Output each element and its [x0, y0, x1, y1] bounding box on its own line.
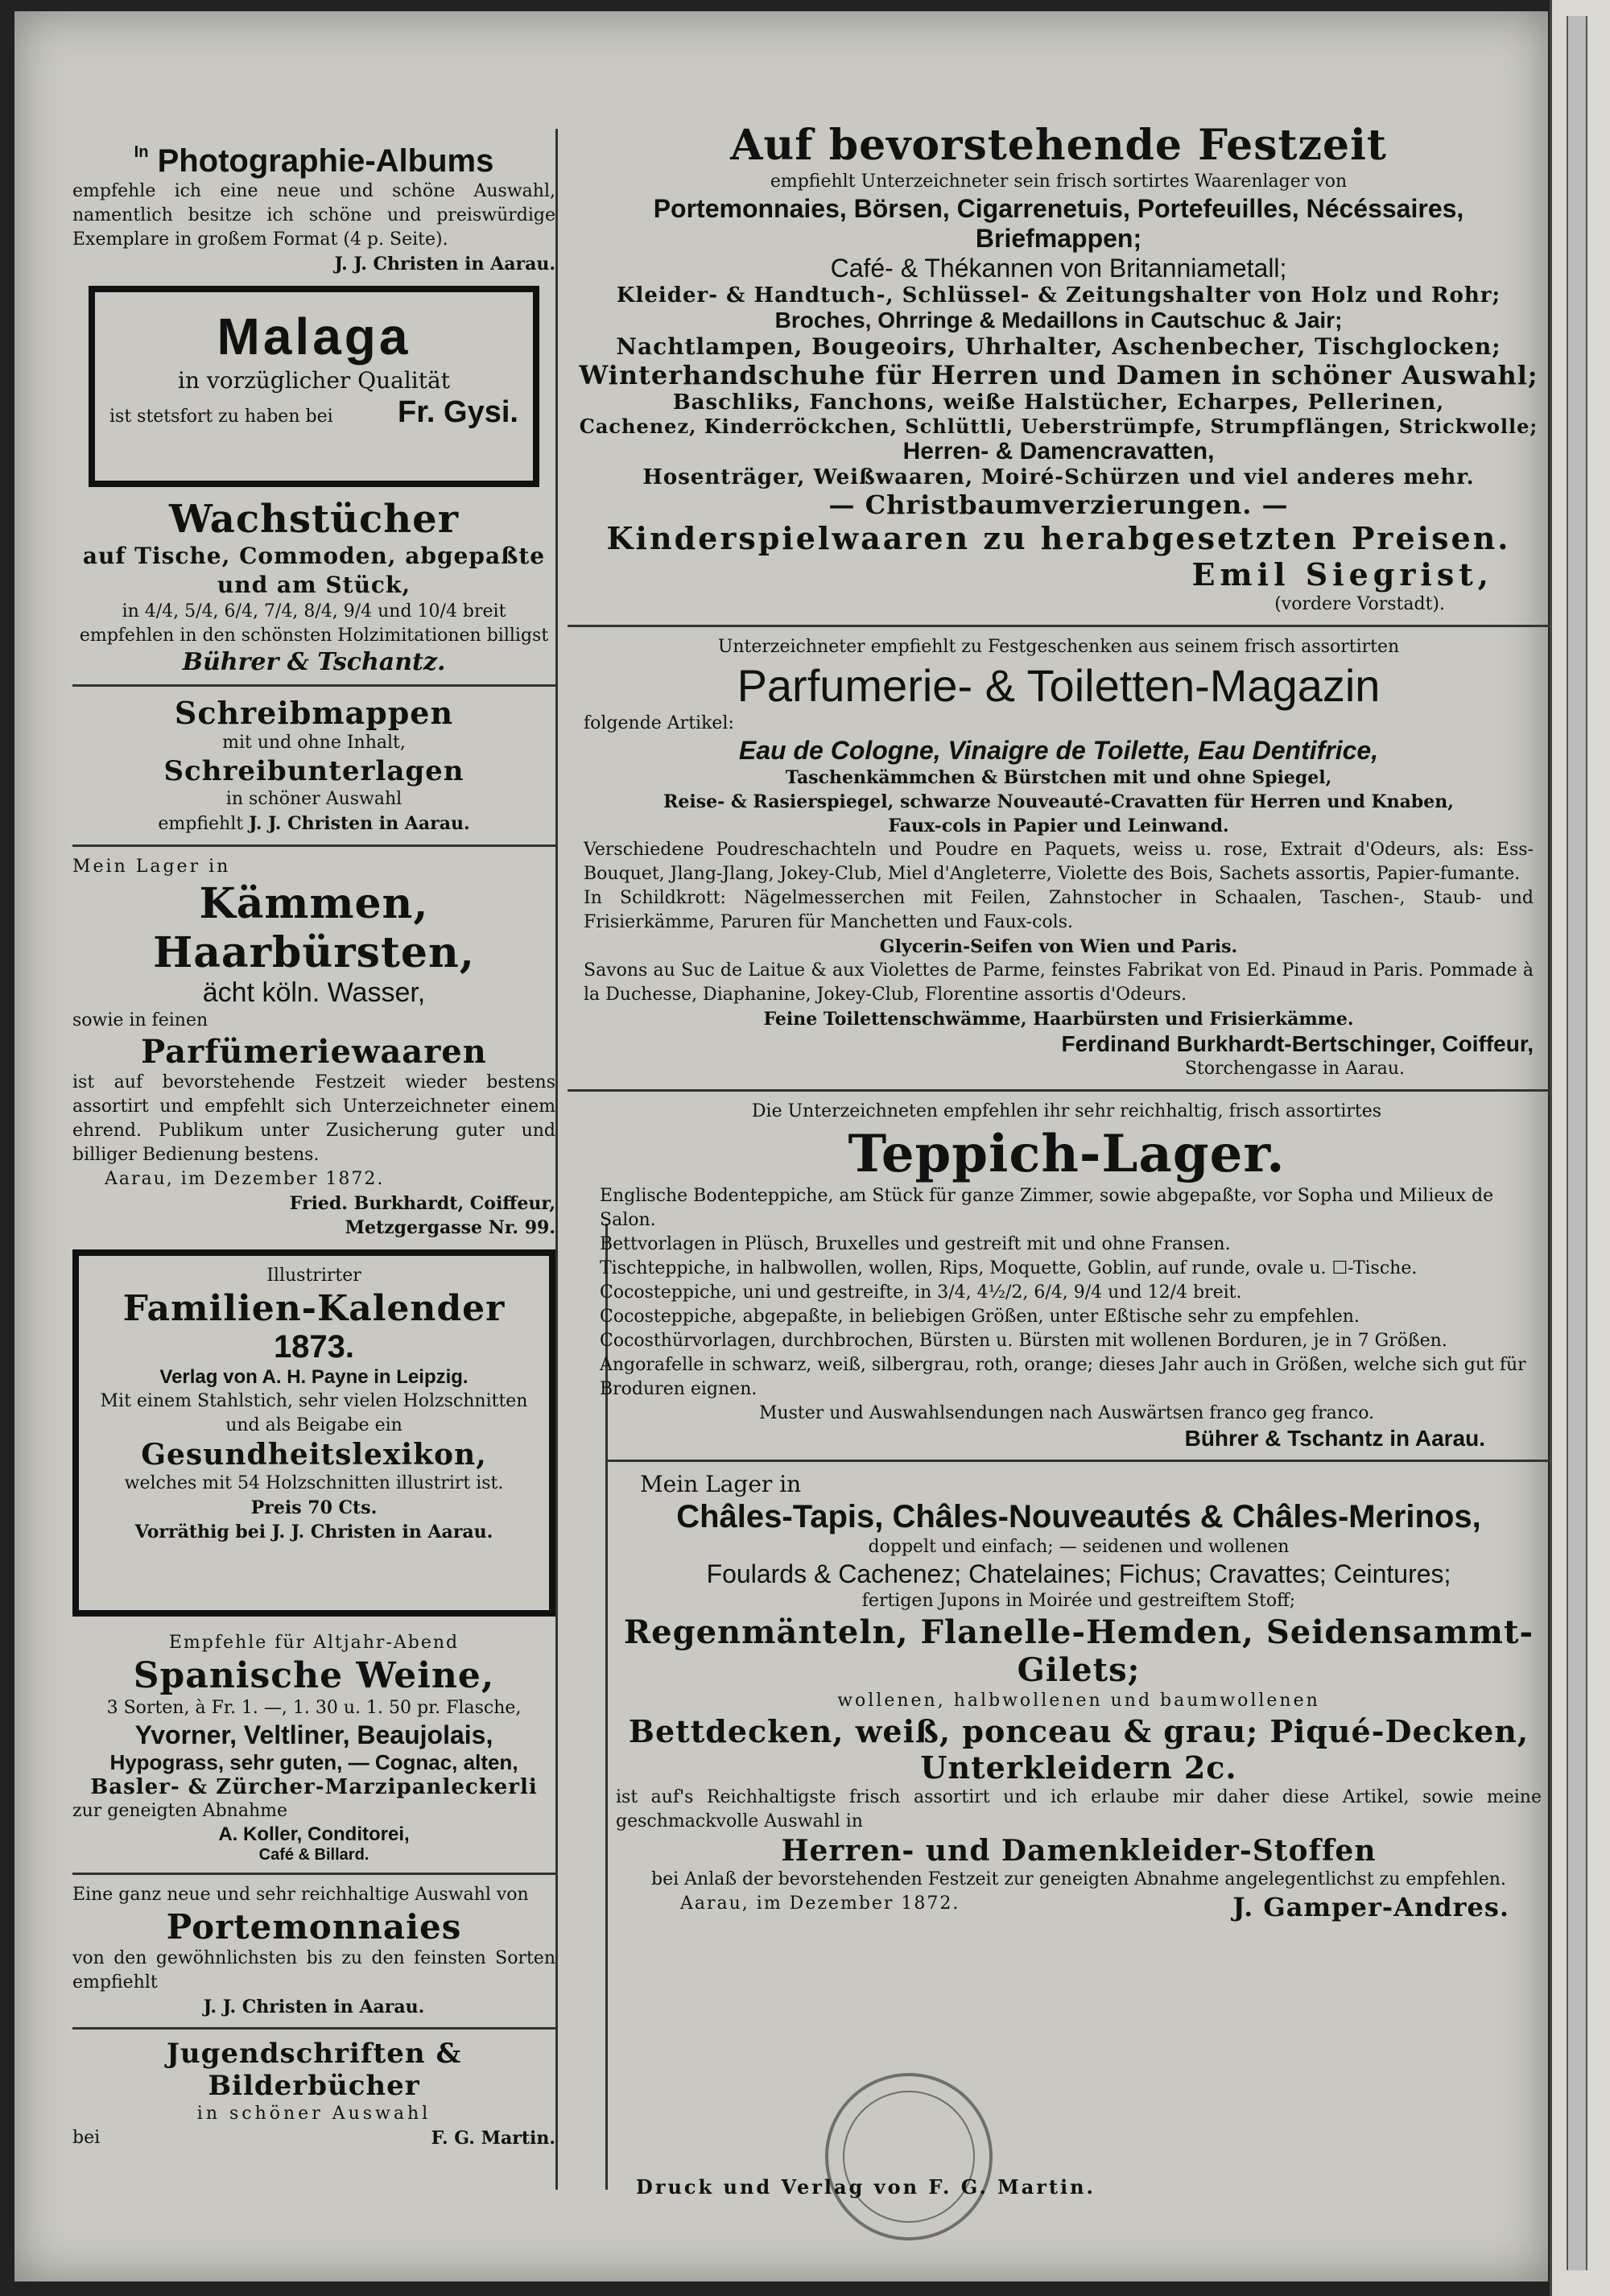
ad-publisher: Verlag von A. H. Payne in Leipzig.	[159, 1366, 469, 1388]
ad-line: 3 Sorten, à Fr. 1. —, 1. 30 u. 1. 50 pr. Flasche,	[106, 1698, 522, 1718]
ad-intro: Mein Lager in	[72, 857, 231, 877]
ad-line: bei Anlaß der bevorstehenden Festzeit zur geneigten Abnahme angelegentlichst zu empfehlen.	[651, 1869, 1506, 1889]
ad-line: auf Tische, Commoden, abgepaßte und am Stück,	[82, 543, 546, 598]
ad-line: Nachtlampen, Bougeoirs, Uhrhalter, Aschenbecher, Tischglocken;	[616, 333, 1501, 360]
ad-spanische-weine	[72, 1626, 555, 1864]
ad-teppich	[568, 1100, 1550, 1452]
ad-line: Herren- und Damenkleider-Stoffen	[781, 1834, 1377, 1868]
ad-line: Cachenez, Kinderröckchen, Schlüttli, Ueberstrümpfe, Strumpflängen, Strickwolle;	[579, 415, 1538, 438]
ad-intro: Unterzeichneter empfiehlt zu Festgeschenken aus seinem frisch assortirten	[717, 637, 1400, 657]
ad-title: Châles-Tapis, Châles-Nouveautés & Châles-Merinos,	[676, 1499, 1481, 1534]
ad-line: Taschenkämmchen & Bürstchen mit und ohne Spiegel,	[785, 767, 1332, 788]
ad-signature: J. J. Christen in Aarau.	[334, 254, 555, 275]
ad-signature: Bührer & Tschantz in Aarau.	[1184, 1426, 1485, 1451]
divider	[72, 2027, 555, 2030]
ad-title-2: Gesundheitslexikon,	[141, 1438, 487, 1472]
right-column	[568, 121, 1550, 1922]
ad-line: Eau de Cologne, Vinaigre de Toilette, Eau Dentifrice,	[738, 736, 1379, 765]
ad-line: ist auf's Reichhaltigste frisch assortirt und ich erlaube mir daher diese Artikel, sowie meine geschmackvolle Auswahl in	[616, 1787, 1542, 1831]
ad-line: Faux-cols in Papier und Leinwand.	[888, 816, 1229, 836]
ad-line: Basler- & Zürcher-Marzipanleckerli	[90, 1775, 538, 1799]
ad-signature-2: Storchengasse in Aarau.	[1184, 1059, 1405, 1079]
ad-signature-2: Metzgergasse Nr. 99.	[345, 1217, 555, 1238]
ad-kaemmen	[72, 855, 555, 1240]
ad-intro: empfiehlt Unterzeichneter sein frisch sortirtes Waarenlager von	[770, 171, 1348, 192]
ad-line: ist stetsfort zu haben bei	[109, 407, 333, 427]
ad-line: Hypograss, sehr guten, — Cognac, alten,	[109, 1750, 518, 1774]
ad-line: folgende Artikel:	[584, 713, 734, 733]
ad-line: Cocosteppiche, uni und gestreifte, in 3/4, 4½/2, 6/4, 9/4 und 12/4 breit.	[600, 1282, 1242, 1303]
ad-signature-2: Café & Billard.	[258, 1846, 369, 1864]
ad-line: Verschiedene Poudreschachteln und Poudre en Paquets, weiss u. rose, Extrait d'Odeurs, als: Ess-Bouquet, Jlang-Jlang, Jokey-Club, Miel d'Angleterre, Violette des Bois, Sachets assortis, Papier-fumante.	[584, 840, 1534, 884]
divider	[72, 1873, 555, 1875]
column-divider	[555, 129, 558, 2190]
ad-title: Schreibmappen	[174, 695, 454, 731]
ad-text: Mit einem Stahlstich, sehr vielen Holzschnitten und als Beigabe ein	[100, 1391, 528, 1435]
ad-line: in schöner Auswahl	[196, 2104, 431, 2124]
ad-line: bei	[72, 2128, 101, 2148]
ad-chales	[568, 1470, 1550, 1922]
ad-signature: Fried. Burkhardt, Coiffeur,	[289, 1193, 555, 1214]
ad-line: doppelt und einfach; — seidenen und wollenen	[868, 1537, 1290, 1557]
ad-photo-albums	[72, 143, 555, 276]
ad-line: In Schildkrott: Nägelmesserchen mit Feilen, Zahnstocher in Schaalen, Taschen-, Staub- und Frisierkämme, Paruren für Manchetten und Faux-cols.	[584, 888, 1534, 932]
ad-line: Regenmänteln, Flanelle-Hemden, Seidensammt-Gilets;	[623, 1613, 1534, 1689]
ad-line: wollenen, halbwollenen und baumwollenen	[837, 1691, 1320, 1711]
ad-line: Muster und Auswahlsendungen nach Auswärtsen franco geg franco.	[758, 1403, 1375, 1423]
ad-title: Parfumerie- & Toiletten-Magazin	[737, 660, 1381, 711]
ad-year: 1873.	[273, 1329, 355, 1365]
ad-line: Café- & Thékannen von Britanniametall;	[830, 254, 1287, 283]
ad-line: fertigen Jupons in Moirée und gestreiftem Stoff;	[861, 1591, 1296, 1611]
ad-signature: J. J. Christen in Aarau.	[203, 1997, 425, 2017]
ad-line: Baschliks, Fanchons, weiße Halstücher, Echarpes, Pellerinen,	[672, 390, 1445, 415]
ad-signature: F. G. Martin.	[431, 2128, 555, 2149]
ad-line: Kleider- & Handtuch-, Schlüssel- & Zeitungshalter von Holz und Rohr;	[616, 283, 1501, 308]
ad-text-2: von den gewöhnlichsten bis zu den feinsten Sorten empfiehlt	[72, 1948, 555, 1992]
ad-signature: Bührer & Tschantz.	[182, 648, 446, 676]
ad-title: Auf bevorstehende Festzeit	[730, 121, 1387, 170]
ad-line: ächt köln. Wasser,	[202, 977, 426, 1008]
ad-date: Aarau, im Dezember 1872.	[105, 1169, 385, 1189]
ad-line: Cocosteppiche, abgepaßte, in beliebigen Größen, unter Eßtische sehr zu empfehlen.	[600, 1307, 1360, 1327]
ad-signature: Fr. Gysi.	[398, 395, 518, 429]
ad-line: empfiehlt	[158, 814, 244, 834]
ad-title: Photographie-Albums	[157, 143, 494, 179]
ad-intro: Die Unterzeichneten empfehlen ihr sehr reichhaltig, frisch assortirtes	[751, 1101, 1382, 1121]
divider	[72, 684, 555, 687]
ad-top: Illustrirter	[266, 1266, 361, 1286]
ad-malaga	[89, 286, 539, 487]
ad-title-2: Parfümeriewaaren	[141, 1033, 487, 1071]
ad-title: Malaga	[217, 308, 411, 365]
ad-line: Englische Bodenteppiche, am Stück für ganze Zimmer, sowie abgepaßte, vor Sopha und Milieux de Salon.	[600, 1186, 1494, 1230]
ad-line: — Christbaumverzierungen. —	[828, 489, 1289, 520]
ad-line: empfehlen in den schönsten Holzimitationen billigst	[79, 626, 549, 646]
ad-line: mit und ohne Inhalt,	[222, 733, 406, 753]
divider	[608, 1460, 1550, 1462]
ad-line: Kinderspielwaaren zu herabgesetzten Preisen.	[606, 520, 1511, 556]
ad-jugendschriften	[72, 2038, 555, 2150]
ad-schreibmappen	[72, 695, 555, 836]
ad-line: Portemonnaies, Börsen, Cigarrenetuis, Portefeuilles, Nécéssaires,	[653, 194, 1464, 223]
ad-intro: Mein Lager in	[640, 1471, 802, 1497]
ad-familien-kalender	[72, 1249, 555, 1617]
ad-signature: Ferdinand Burkhardt-Bertschinger, Coiffeur,	[1061, 1031, 1534, 1056]
ad-text: ist auf bevorstehende Festzeit wieder bestens assortirt und empfehlt sich Unterzeichneter einem ehrend. Publikum unter Zusicherung guter und billiger Bedienung bestens.	[72, 1072, 555, 1165]
ad-signature-2: (vordere Vorstadt).	[1274, 594, 1445, 614]
ad-line: Foulards & Cachenez; Chatelaines; Fichus; Cravattes; Ceintures;	[706, 1559, 1451, 1588]
ad-line: Cocosthürvorlagen, durchbrochen, Bürsten u. Bürsten mit wollenen Borduren, je in 7 Größen.	[600, 1331, 1447, 1351]
ad-text: empfehle ich eine neue und schöne Auswahl, namentlich besitze ich schöne und preiswürdige Exemplare in großem Format (4 p. Seite).	[72, 181, 555, 250]
ad-line: Herren- & Damencravatten,	[902, 438, 1215, 465]
ad-line: Winterhandschuhe für Herren und Damen in schöner Auswahl;	[579, 360, 1538, 390]
ad-signature: J. Gamper-Andres.	[1232, 1892, 1509, 1922]
divider	[72, 844, 555, 847]
ad-line: sowie in feinen	[72, 1010, 208, 1030]
ad-line: Reise- & Rasierspiegel, schwarze Nouveauté-Cravatten für Herren und Knaben,	[663, 791, 1454, 812]
ad-title: Jugendschriften & Bilderbücher	[166, 2038, 462, 2102]
ad-line: Feine Toilettenschwämme, Haarbürsten und Frisierkämme.	[763, 1009, 1354, 1030]
ad-title-2: Schreibunterlagen	[163, 755, 464, 787]
ad-title: Teppich-Lager.	[848, 1124, 1286, 1184]
ad-text-2: welches mit 54 Holzschnitten illustrirt ist.	[124, 1473, 504, 1493]
ad-line: Savons au Suc de Laitue & aux Violettes de Parme, feinstes Fabrikat von Ed. Pinaud in Paris. Pommade à la Duchesse, Diaphanine, Jokey-Club, Florentine assortis d'Odeurs.	[584, 960, 1534, 1005]
ad-line: Angorafelle in schwarz, weiß, silbergrau, roth, orange; dieses Jahr auch in Größen, welche sich gut für Broduren eignen.	[600, 1355, 1526, 1399]
ad-intro: Empfehle für Altjahr-Abend	[168, 1633, 460, 1653]
ad-title: Spanische Weine,	[133, 1655, 495, 1696]
ad-line: Broches, Ohrringe & Medaillons in Cautschuc & Jair;	[774, 308, 1343, 332]
ad-parfumerie	[568, 635, 1550, 1081]
ad-line: in schöner Auswahl	[225, 789, 402, 809]
ad-prefix: In	[134, 143, 149, 161]
ad-festzeit	[568, 121, 1550, 617]
ad-line: Bettdecken, weiß, ponceau & grau; Piqué-Decken, Unterkleidern 2c.	[628, 1713, 1530, 1786]
ad-wachstuecher	[72, 497, 555, 676]
ad-title: Wachstücher	[168, 497, 459, 542]
ad-line: zur geneigten Abnahme	[72, 1801, 288, 1821]
ad-line: Yvorner, Veltliner, Beaujolais,	[134, 1720, 493, 1749]
ad-line: Bettvorlagen in Plüsch, Bruxelles und gestreift mit und ohne Fransen.	[600, 1234, 1231, 1254]
page-edge	[1550, 0, 1610, 2296]
ad-line: Hosenträger, Weißwaaren, Moiré-Schürzen und viel anderes mehr.	[642, 465, 1475, 489]
ad-text: Eine ganz neue und sehr reichhaltige Auswahl von	[72, 1885, 529, 1905]
ad-title: Familien-Kalender	[122, 1288, 506, 1329]
ad-line: Briefmappen;	[975, 224, 1142, 253]
ad-line: Glycerin-Seifen von Wien und Paris.	[879, 936, 1238, 957]
left-column	[72, 143, 555, 2150]
imprint: Druck und Verlag von F. G. Martin.	[636, 2175, 1096, 2199]
ad-line: Tischteppiche, in halbwollen, wollen, Rips, Moquette, Goblin, auf runde, ovale u. ☐-Tische.	[600, 1258, 1418, 1278]
ad-date: Aarau, im Dezember 1872.	[680, 1893, 960, 1914]
ad-line: in 4/4, 5/4, 6/4, 7/4, 8/4, 9/4 und 10/4 breit	[122, 601, 506, 621]
ad-signature: J. J. Christen in Aarau.	[249, 813, 470, 834]
ad-signature: Vorräthig bei J. J. Christen in Aarau.	[134, 1522, 493, 1542]
ad-title: Kämmen, Haarbürsten,	[153, 879, 475, 977]
ad-portemonnaies	[72, 1883, 555, 2019]
ad-price: Preis 70 Cts.	[250, 1497, 378, 1518]
divider	[568, 1089, 1550, 1092]
ad-line: in vorzüglicher Qualität	[178, 367, 450, 394]
divider	[568, 625, 1550, 627]
ad-title: Portemonnaies	[166, 1907, 462, 1947]
ad-signature: A. Koller, Conditorei,	[218, 1823, 410, 1845]
ad-signature: Emil Siegrist,	[1191, 556, 1493, 593]
